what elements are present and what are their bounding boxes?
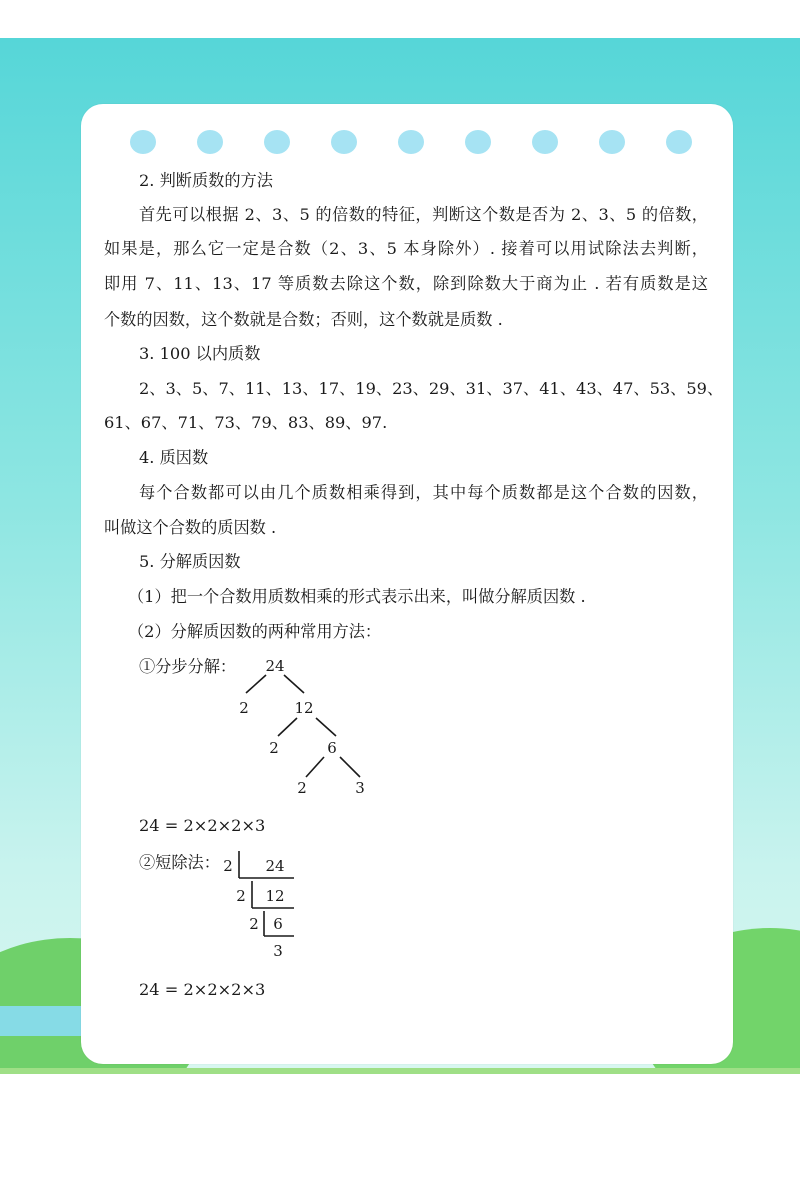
binder-ring <box>398 130 424 154</box>
dividend: 6 <box>273 915 283 933</box>
tree-node: 2 <box>297 779 307 797</box>
paragraph-line: （1）把一个合数用质数相乘的形式表示出来，叫做分解质因数 . <box>128 587 586 606</box>
binder-ring <box>532 130 558 154</box>
binder-ring <box>465 130 491 154</box>
ground <box>0 1068 800 1074</box>
binder-ring <box>666 130 692 154</box>
paragraph-line: 每个合数都可以由几个质数相乘得到，其中每个质数都是这个合数的因数， <box>139 483 708 502</box>
tree-node: 12 <box>294 699 314 717</box>
tree-node: 24 <box>265 657 285 675</box>
tree-node: 2 <box>239 699 249 717</box>
section-title-2: 2. 判断质数的方法 <box>139 171 273 190</box>
paragraph-line: 叫做这个合数的质因数 . <box>104 518 277 537</box>
paragraph-line: 个数的因数，这个数就是合数；否则，这个数就是质数 . <box>104 310 503 329</box>
result-equation-2: 24 = 2×2×2×3 <box>139 980 266 999</box>
result-equation-1: 24 = 2×2×2×3 <box>139 816 266 835</box>
divisor: 2 <box>223 857 233 875</box>
dividend: 24 <box>265 857 285 875</box>
divisor: 2 <box>249 915 259 933</box>
method-2-label: ②短除法： <box>139 853 220 872</box>
binder-ring <box>331 130 357 154</box>
binder-ring <box>599 130 625 154</box>
method-1-label: ①分步分解： <box>139 657 237 676</box>
tree-node: 6 <box>327 739 337 757</box>
paragraph-line: 即用 7、11、13、17 等质数去除这个数，除到除数大于商为止 . 若有质数是这 <box>104 274 708 293</box>
factor-tree <box>220 655 400 805</box>
divisor: 2 <box>236 887 246 905</box>
binder-ring <box>130 130 156 154</box>
paragraph-line: 如果是，那么它一定是合数（2、3、5 本身除外）. 接着可以用试除法去判断， <box>104 239 708 258</box>
prime-list-line: 61、67、71、73、79、83、89、97. <box>104 413 388 432</box>
paragraph-line: 首先可以根据 2、3、5 的倍数的特征，判断这个数是否为 2、3、5 的倍数， <box>139 205 708 224</box>
binder-ring <box>197 130 223 154</box>
prime-list-line: 2、3、5、7、11、13、17、19、23、29、31、37、41、43、47、53、59、 <box>139 379 724 398</box>
section-title-4: 4. 质因数 <box>139 448 209 467</box>
tree-node: 2 <box>269 739 279 757</box>
paragraph-line: （2）分解质因数的两种常用方法： <box>128 622 382 641</box>
dividend: 12 <box>265 887 285 905</box>
quotient: 3 <box>273 942 283 960</box>
tree-node: 3 <box>355 779 365 797</box>
section-title-3: 3. 100 以内质数 <box>139 344 261 363</box>
section-title-5: 5. 分解质因数 <box>139 552 241 571</box>
short-division <box>218 848 308 966</box>
binder-ring <box>264 130 290 154</box>
